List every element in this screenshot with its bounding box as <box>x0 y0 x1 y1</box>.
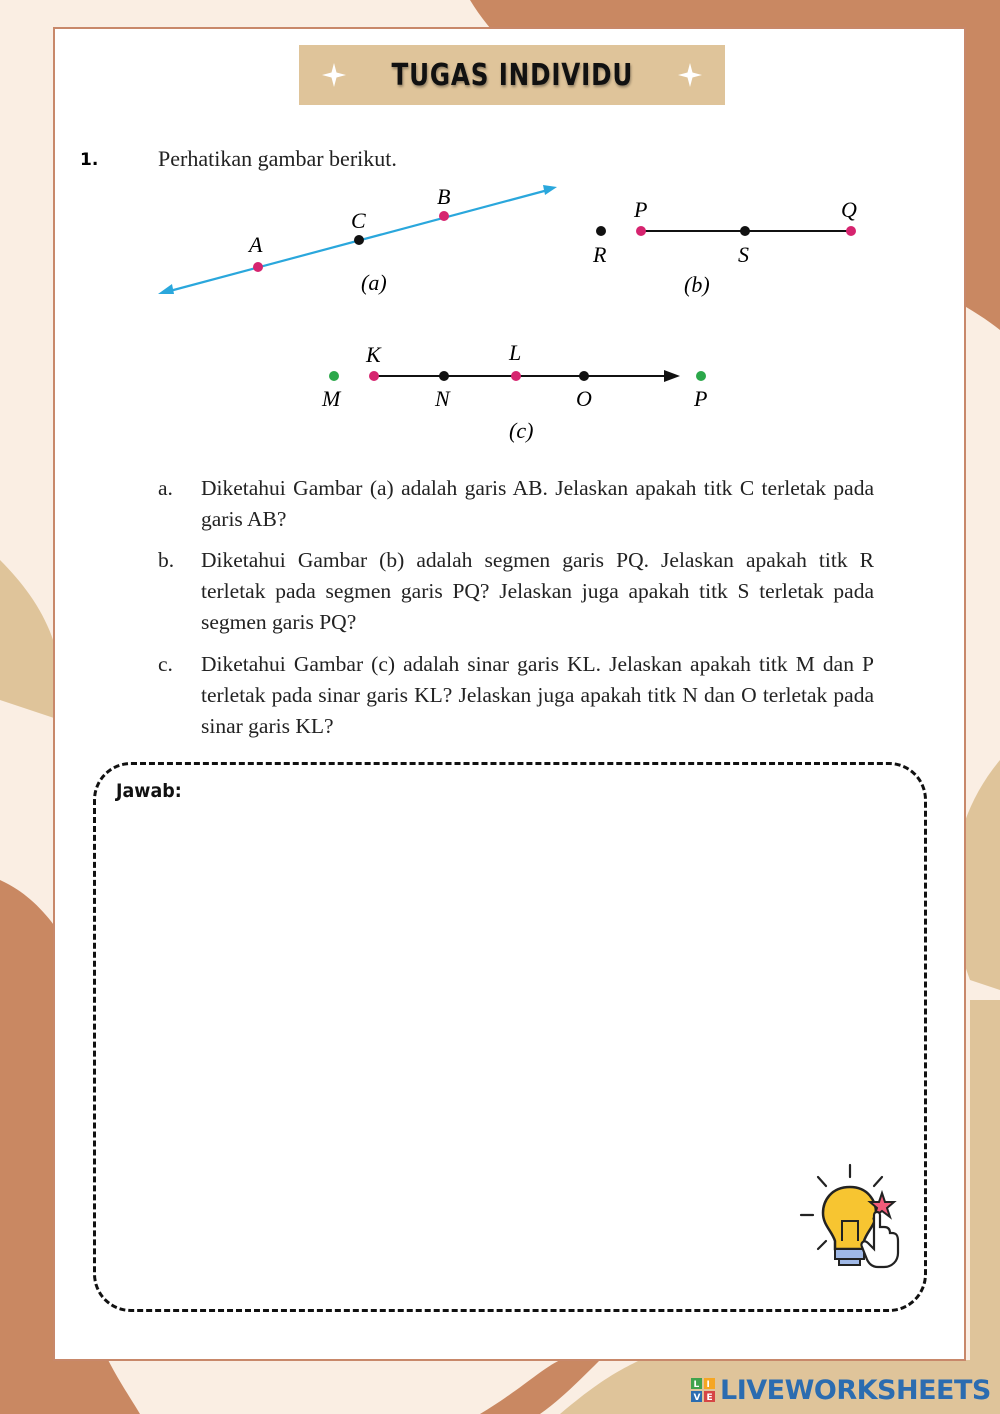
brand-name: LIVEWORKSHEETS <box>720 1374 991 1406</box>
page-title: TUGAS INDIVIDU <box>391 57 633 93</box>
caption-a: (a) <box>361 270 387 295</box>
point-m <box>329 371 339 381</box>
label-s: S <box>738 242 749 267</box>
logo-badge-i: I <box>706 1380 710 1390</box>
sub-question-letter: a. <box>158 476 173 500</box>
sub-question-text: Diketahui Gambar (c) adalah sinar garis KL. Jelaskan apakah titk M dan P terletak pada sinar garis KL? Jelaskan juga apakah titk N dan O terletak pada sinar garis KL? <box>201 652 874 738</box>
label-a: A <box>249 232 263 257</box>
question-intro: Perhatikan gambar berikut. <box>158 146 397 171</box>
caption-c: (c) <box>509 418 534 443</box>
label-c: C <box>351 208 366 233</box>
label-q: Q <box>841 197 857 222</box>
point-o <box>579 371 589 381</box>
logo-badge-e: E <box>706 1393 713 1403</box>
figure-b <box>592 197 857 297</box>
sub-question-text: Diketahui Gambar (b) adalah segmen garis PQ. Jelaskan apakah titk R terletak pada segmen garis PQ? Jelaskan juga apakah titk S terletak pada segmen garis PQ? <box>201 548 874 634</box>
label-p-c: P <box>694 386 708 411</box>
label-p: P <box>634 197 648 222</box>
lightbulb-icon <box>798 1163 904 1271</box>
liveworksheets-logo-icon <box>690 1377 716 1403</box>
point-n <box>439 371 449 381</box>
point-q <box>846 226 856 236</box>
liveworksheets-logo <box>690 1373 991 1407</box>
caption-b: (b) <box>684 272 710 297</box>
point-r <box>596 226 606 236</box>
sub-question-c <box>158 649 874 742</box>
sub-question-b <box>158 545 874 638</box>
sub-question-letter: b. <box>158 548 175 572</box>
logo-badge-v: V <box>693 1393 701 1403</box>
label-l: L <box>509 340 522 365</box>
point-b <box>439 211 449 221</box>
figure-c <box>321 340 707 443</box>
label-b: B <box>437 184 451 209</box>
answer-label: Jawab: <box>116 780 182 802</box>
question-number: 1. <box>80 150 99 170</box>
figure-a <box>158 184 557 295</box>
point-p-c <box>696 371 706 381</box>
label-k: K <box>366 342 381 367</box>
point-c <box>354 235 364 245</box>
point-p <box>636 226 646 236</box>
point-s <box>740 226 750 236</box>
sub-question-letter: c. <box>158 652 173 676</box>
sub-question-a <box>158 473 874 535</box>
label-o: O <box>576 386 592 411</box>
sub-question-text: Diketahui Gambar (a) adalah garis AB. Jelaskan apakah titk C terletak pada garis AB? <box>201 476 874 531</box>
label-m: M <box>322 386 341 411</box>
label-n: N <box>435 386 450 411</box>
label-r: R <box>593 242 607 267</box>
point-l <box>511 371 521 381</box>
logo-badge-l: L <box>693 1380 700 1390</box>
point-a <box>253 262 263 272</box>
geometry-figures <box>0 0 1000 460</box>
point-k <box>369 371 379 381</box>
